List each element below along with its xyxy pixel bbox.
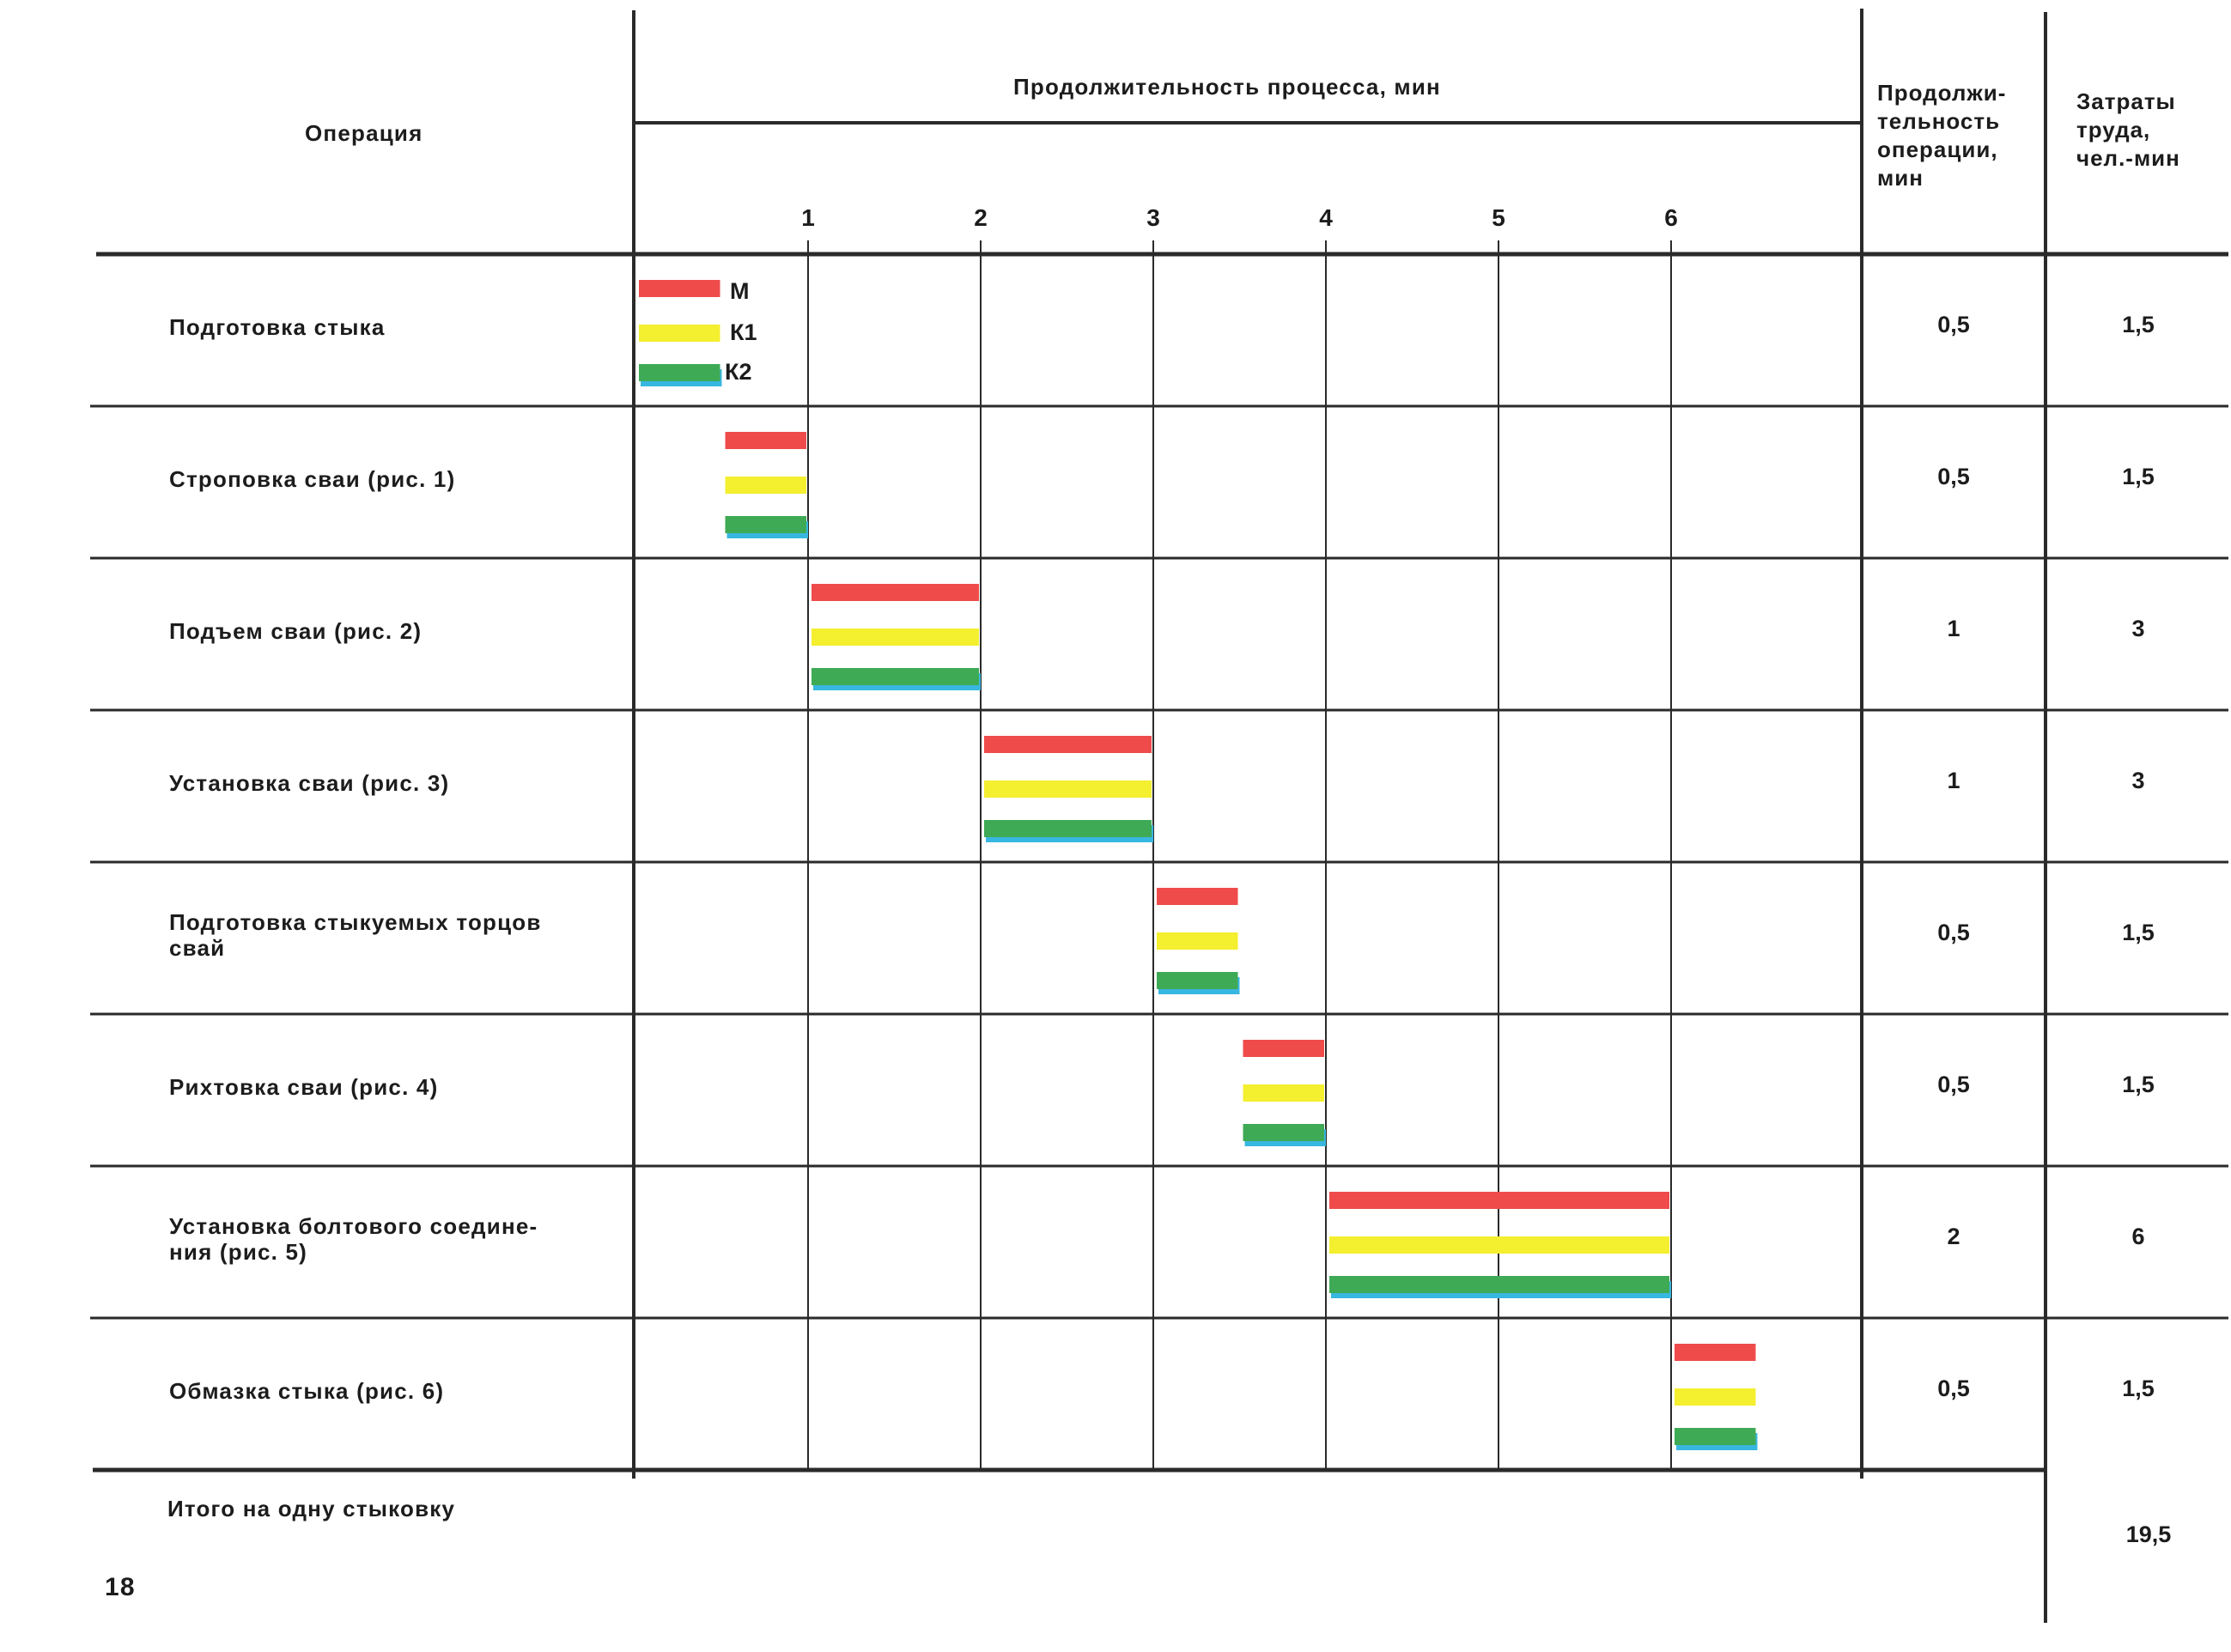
operation-name-line: Строповка сваи (рис. 1) [169, 465, 456, 492]
legend-label: К2 [725, 359, 752, 385]
operation-duration-header-line: мин [1877, 165, 1924, 191]
operation-name-line: ния (рис. 5) [169, 1238, 308, 1265]
operation-name [169, 909, 542, 961]
operation-name-line: свай [169, 934, 226, 961]
labor-cost-value: 1,5 [2122, 311, 2155, 337]
total-labor-value: 19,5 [2125, 1521, 2172, 1547]
operation-name [169, 1378, 444, 1404]
labor-cost-header-line: труда, [2076, 117, 2151, 143]
bar-m [1675, 1344, 1756, 1361]
bar-k2 [984, 820, 1152, 837]
bar-k1 [812, 629, 979, 646]
labor-cost-value: 1,5 [2122, 463, 2155, 489]
tick-label: 3 [1146, 204, 1160, 231]
tick-label: 1 [801, 204, 815, 231]
bar-k1 [1157, 932, 1238, 950]
operation-duration-value: 0,5 [1937, 1375, 1970, 1401]
operation-duration-value: 1 [1947, 615, 1960, 641]
legend-label: К1 [730, 319, 757, 345]
operation-name [169, 1213, 538, 1265]
bar-m [726, 432, 807, 449]
bar-m [1243, 1040, 1325, 1057]
operation-name-line: Обмазка стыка (рис. 6) [169, 1377, 445, 1404]
operation-duration-value: 2 [1947, 1223, 1960, 1249]
operation-header: Операция [305, 120, 423, 146]
labor-cost-value: 1,5 [2122, 1375, 2155, 1401]
labor-cost-value: 1,5 [2122, 919, 2155, 945]
operation-duration-value: 0,5 [1937, 919, 1970, 945]
page-number: 18 [105, 1573, 136, 1601]
operation-name-line: Подготовка стыкуемых торцов [169, 908, 542, 935]
operation-name [169, 314, 385, 340]
operation-name [169, 466, 455, 492]
operation-name [169, 1074, 438, 1100]
labor-cost-header-line: чел.-мин [2076, 145, 2180, 171]
bar-k1 [1329, 1236, 1669, 1254]
bar-k2 [1329, 1276, 1669, 1293]
bar-k2 [1157, 972, 1238, 989]
labor-cost-value: 1,5 [2122, 1071, 2155, 1097]
operation-name-line: Установка сваи (рис. 3) [169, 769, 450, 796]
process-duration-header: Продолжительность процесса, мин [1013, 74, 1441, 100]
operation-duration-value: 0,5 [1937, 311, 1970, 337]
operation-duration-value: 1 [1947, 767, 1960, 793]
bar-k1 [1675, 1388, 1756, 1406]
operation-duration-value: 0,5 [1937, 463, 1970, 489]
bar-m [1157, 888, 1238, 905]
bar-k1 [726, 477, 807, 494]
legend-label: М [730, 278, 750, 304]
total-label: Итого на одну стыковку [167, 1496, 456, 1521]
bar-k1 [1243, 1084, 1325, 1102]
bar-m [1329, 1192, 1669, 1209]
operation-name-line: Подъем сваи (рис. 2) [169, 617, 422, 644]
operation-duration-value: 0,5 [1937, 1071, 1970, 1097]
operation-name-line: Установка болтового соедине- [169, 1212, 538, 1239]
bar-k2 [1243, 1124, 1325, 1141]
tick-label: 5 [1492, 204, 1505, 231]
operation-name-line: Рихтовка сваи (рис. 4) [169, 1073, 439, 1100]
operation-duration-header-line: тельность [1877, 108, 2001, 134]
bar-k2 [639, 364, 720, 381]
operation-duration-header-line: операции, [1877, 137, 1998, 162]
labor-cost-value: 6 [2131, 1223, 2145, 1249]
operation-name [169, 770, 449, 796]
bar-k2 [812, 668, 979, 685]
tick-label: 2 [974, 204, 988, 231]
tick-label: 6 [1664, 204, 1678, 231]
bar-k2 [1675, 1428, 1756, 1445]
operation-name [169, 618, 422, 644]
bar-k2 [726, 516, 807, 533]
labor-cost-header-line: Затраты [2076, 88, 2176, 114]
bar-m [984, 736, 1152, 753]
operation-name-line: Подготовка стыка [169, 313, 386, 340]
bar-k1 [984, 780, 1152, 798]
tick-label: 4 [1319, 204, 1333, 231]
labor-cost-value: 3 [2131, 615, 2145, 641]
bar-k1 [639, 325, 720, 342]
labor-cost-value: 3 [2131, 767, 2145, 793]
operation-duration-header-line: Продолжи- [1877, 80, 2007, 106]
bar-m [639, 280, 720, 297]
bar-m [812, 584, 979, 601]
